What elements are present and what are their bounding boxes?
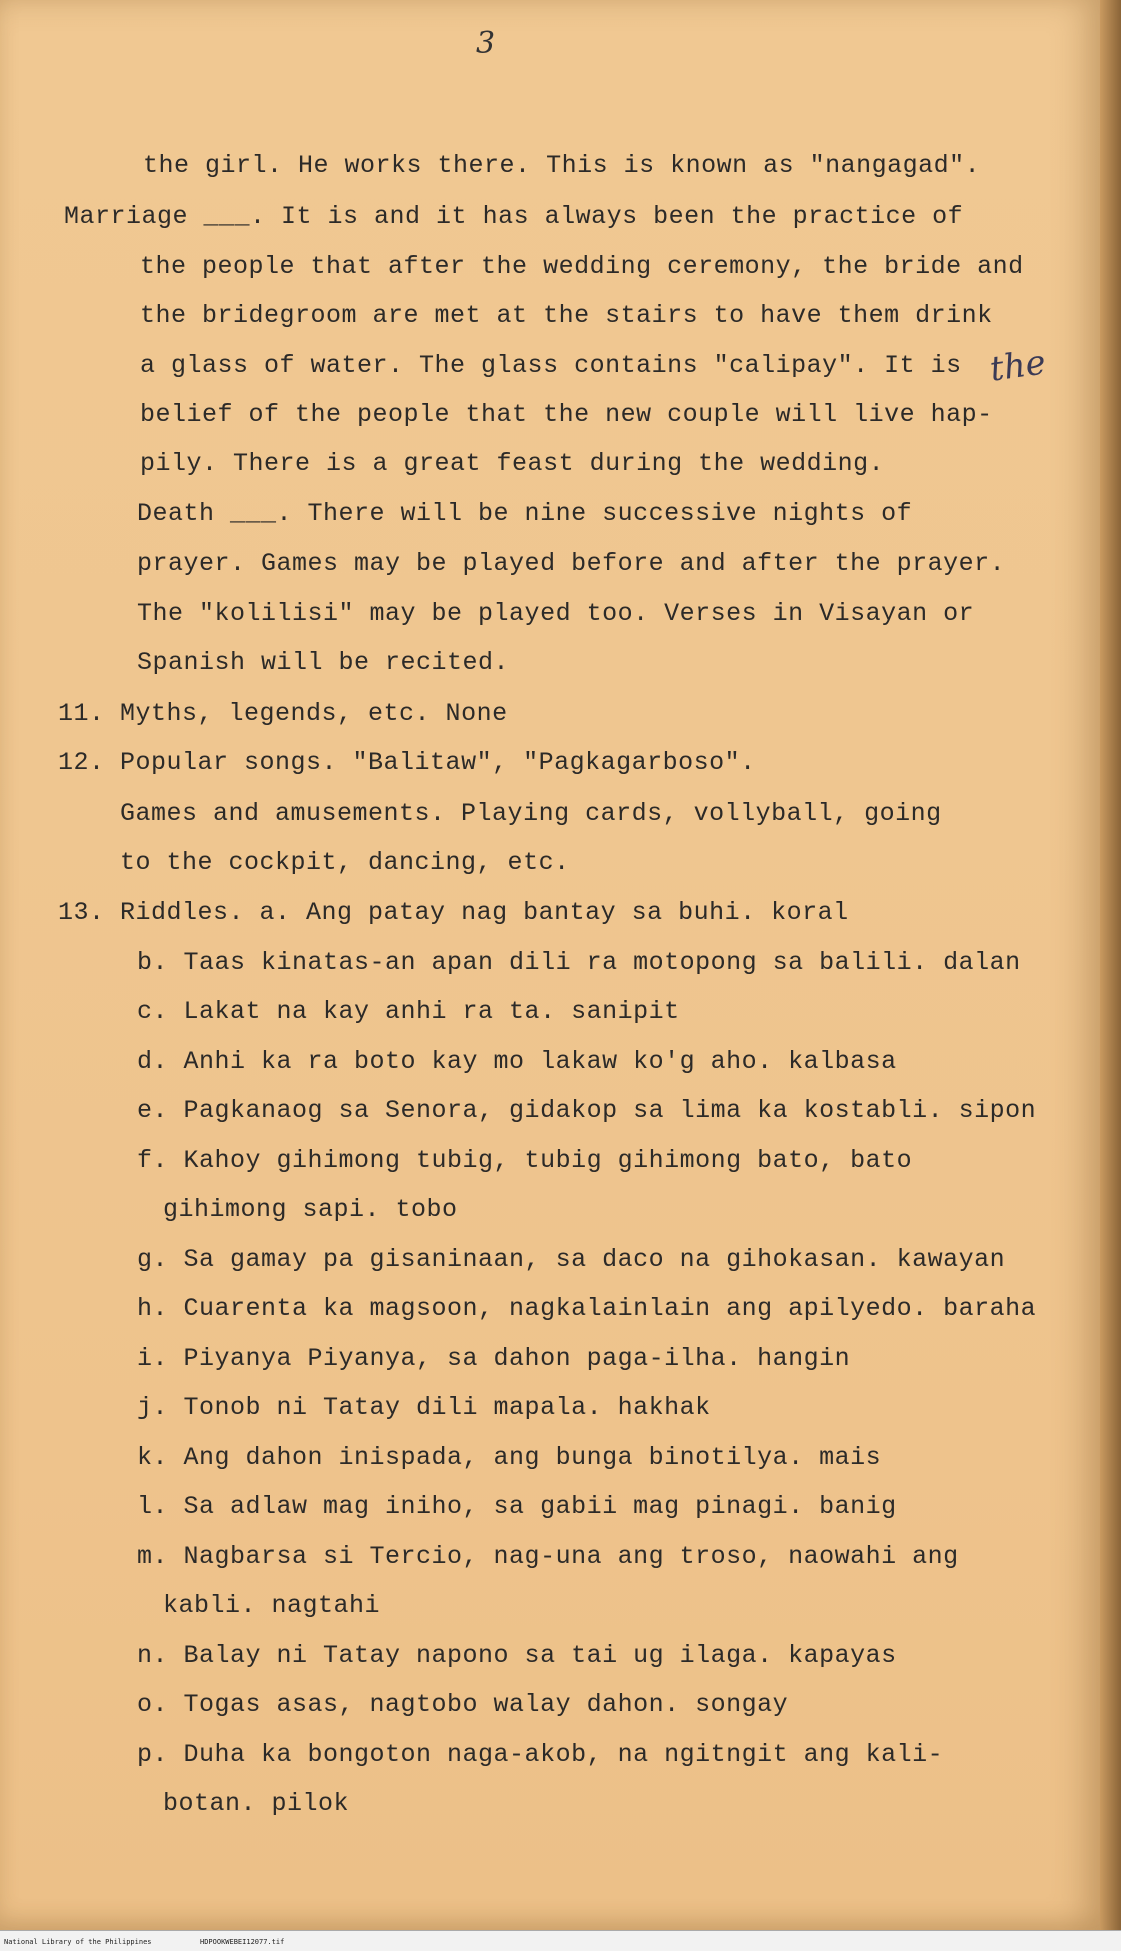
text-line: i. Piyanya Piyanya, sa dahon paga-ilha. hangin	[137, 1344, 851, 1373]
text-line: m. Nagbarsa si Tercio, nag-una ang troso, naowahi ang	[137, 1542, 959, 1571]
text-line: p. Duha ka bongoton naga-akob, na ngitngit ang kali-	[137, 1740, 944, 1769]
text-line: the people that after the wedding ceremony, the bride and	[140, 252, 1024, 281]
handwritten-insert: the	[987, 342, 1049, 390]
text-line: the girl. He works there. This is known as "nangagad".	[143, 151, 981, 180]
text-line: o. Togas asas, nagtobo walay dahon. songay	[137, 1690, 789, 1719]
text-line: Marriage ___. It is and it has always been the practice of	[64, 202, 964, 231]
text-line: botan. pilok	[163, 1789, 350, 1818]
text-line: to the cockpit, dancing, etc.	[120, 848, 570, 877]
text-line: k. Ang dahon inispada, ang bunga binotilya. mais	[137, 1443, 882, 1472]
text-line: prayer. Games may be played before and after the prayer.	[137, 549, 1006, 578]
page-number: 3	[476, 26, 496, 61]
text-line: 12. Popular songs. "Balitaw", "Pagkagarboso".	[58, 748, 756, 777]
text-line: g. Sa gamay pa gisaninaan, sa daco na gihokasan. kawayan	[137, 1245, 1006, 1274]
text-line: j. Tonob ni Tatay dili mapala. hakhak	[137, 1393, 711, 1422]
text-line: e. Pagkanaog sa Senora, gidakop sa lima ka kostabli. sipon	[137, 1096, 1037, 1125]
text-line: n. Balay ni Tatay napono sa tai ug ilaga. kapayas	[137, 1641, 897, 1670]
text-line: h. Cuarenta ka magsoon, nagkalainlain ang apilyedo. baraha	[137, 1294, 1037, 1323]
text-line: Spanish will be recited.	[137, 648, 510, 677]
text-line: belief of the people that the new couple will live hap-	[140, 400, 993, 429]
text-line: pily. There is a great feast during the wedding.	[140, 449, 885, 478]
text-line: kabli. nagtahi	[163, 1591, 381, 1620]
text-line: 11. Myths, legends, etc. None	[58, 699, 508, 728]
footer-file: HDPOOKWEBEI12077.tif	[200, 1938, 285, 1946]
footer-library: National Library of the Philippines	[4, 1938, 152, 1946]
text-line: The "kolilisi" may be played too. Verses in Visayan or	[137, 599, 975, 628]
text-line: Games and amusements. Playing cards, vollyball, going	[120, 799, 942, 828]
text-line: the bridegroom are met at the stairs to have them drink	[140, 301, 993, 330]
text-line: l. Sa adlaw mag iniho, sa gabii mag pinagi. banig	[137, 1492, 897, 1521]
page-edge-shadow	[1100, 0, 1121, 1930]
text-line: d. Anhi ka ra boto kay mo lakaw ko'g aho. kalbasa	[137, 1047, 897, 1076]
text-line: c. Lakat na kay anhi ra ta. sanipit	[137, 997, 680, 1026]
text-line: Death ___. There will be nine successive nights of	[137, 499, 913, 528]
scan-footer-bar	[0, 1930, 1121, 1951]
text-line: b. Taas kinatas-an apan dili ra motopong sa balili. dalan	[137, 948, 1021, 977]
text-line: gihimong sapi. tobo	[163, 1195, 458, 1224]
text-line: f. Kahoy gihimong tubig, tubig gihimong bato, bato	[137, 1146, 913, 1175]
text-line: 13. Riddles. a. Ang patay nag bantay sa buhi. koral	[58, 898, 849, 927]
text-line: a glass of water. The glass contains "calipay". It is	[140, 351, 962, 380]
